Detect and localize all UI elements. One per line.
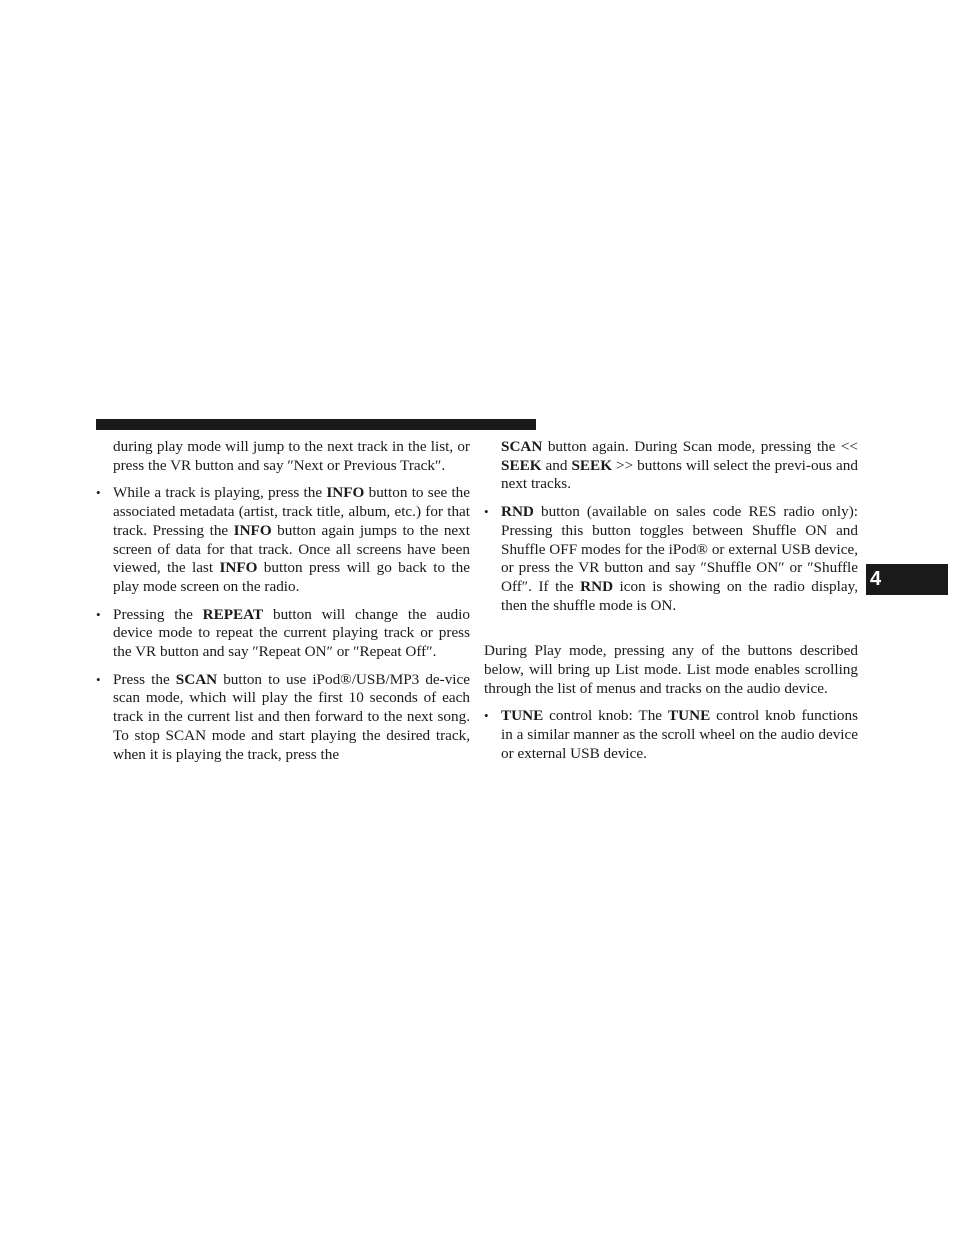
scan-button-label: SCAN <box>175 670 218 688</box>
list-mode-paragraph: During Play mode, pressing any of the buttons described below, will bring up List mode. List mode enables scrolling through the list of menus and tracks on the audio device. <box>484 642 858 697</box>
info-button-label: INFO <box>326 484 365 502</box>
scan-button-label: SCAN <box>501 438 543 455</box>
bullet-icon: • <box>96 606 101 622</box>
seek-button-label: SEEK <box>571 456 613 474</box>
tune-knob-label: TUNE <box>668 707 711 725</box>
list-item-repeat: • Pressing the REPEAT button will change the audio device mode to repeat the current playing track or press the VR button and say ″Repeat ON″ or ″Repeat Off″. <box>96 605 470 661</box>
bullet-icon: • <box>484 504 489 520</box>
rnd-button-label: RND <box>501 503 534 521</box>
continued-text: during play mode will jump to the next track in the list, or press the VR button and say ″Next or Previous Track″. <box>113 438 470 474</box>
rnd-button-label: RND <box>580 577 614 595</box>
seek-button-label: SEEK <box>501 456 542 474</box>
bullet-icon: • <box>96 485 101 501</box>
info-button-label: INFO <box>219 559 258 577</box>
left-column <box>96 438 470 773</box>
tune-knob-label: TUNE <box>501 707 544 725</box>
bullet-icon: • <box>484 708 489 724</box>
repeat-button-label: REPEAT <box>202 605 264 623</box>
list-item-tune: • TUNE control knob: The TUNE control knob functions in a similar manner as the scroll wheel on the audio device or external USB device. <box>484 707 858 762</box>
bullet-icon: • <box>96 671 101 687</box>
chapter-tab: 4 <box>866 564 948 595</box>
list-item-scan: • Press the SCAN button to use iPod®/USB/MP3 de-vice scan mode, which will play the first 10 seconds of each track in the current list and then forward to the next song. To stop SCAN mode and start playing the desired track, when it is playing the track, press the <box>96 670 471 763</box>
continued-text: SCAN button again. During Scan mode, pressing the << SEEK and SEEK >> buttons will select the previ-ous and next tracks. <box>501 438 858 493</box>
right-column <box>484 438 858 773</box>
header-rule <box>96 419 536 430</box>
info-button-label: INFO <box>233 521 272 539</box>
list-item-rnd: • RND button (available on sales code RES radio only): Pressing this button toggles between Shuffle ON and Shuffle OFF modes for the iPod® or external USB device, or press the VR button and say ″Shuffle ON″ or ″Shuffle Off″. If the RND icon is showing on the radio display, then the shuffle mode is ON. <box>484 503 858 614</box>
list-item-info: • While a track is playing, press the INFO button to see the associated metadata (artist, track title, album, etc.) for that track. Pressing the INFO button again jumps to the next screen of data for that track. Once all screens have been viewed, the last INFO button press will go back to the play mode screen on the radio. <box>96 484 471 595</box>
